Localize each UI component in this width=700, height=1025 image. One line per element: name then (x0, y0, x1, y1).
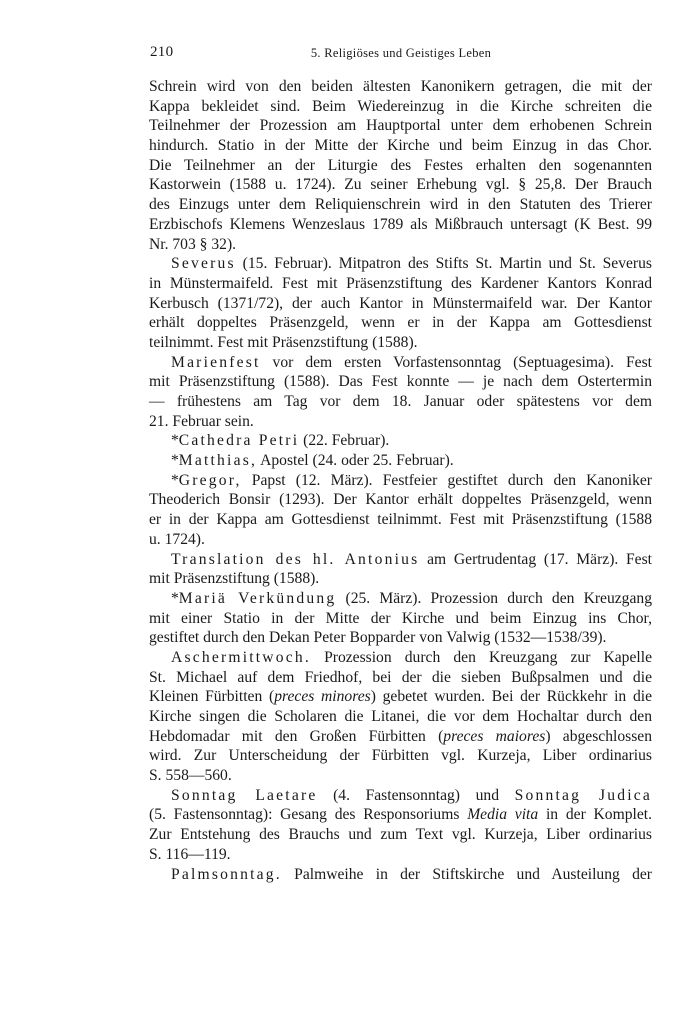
line-text: am Gertrudentag (17. März). Fest (419, 550, 652, 568)
line-text: S. 558—560. (149, 767, 232, 785)
line-text: Palmweihe in der Stiftskirche und Austeilung der (281, 865, 652, 883)
spaced-heading: Marienfest (171, 353, 261, 371)
line-text: Zur Entstehung des Brauchs und zum Text vgl. Kurzeja, Liber ordinarius (149, 826, 652, 844)
text-line (149, 865, 652, 885)
spaced-heading: Mariä Verkündung (178, 589, 337, 607)
text-line (149, 727, 652, 747)
line-text: Nr. 703 § 32). (149, 235, 237, 253)
spaced-heading: Aschermittwoch. (171, 648, 311, 666)
text-line (149, 412, 652, 432)
line-text: teilnimmt. Fest mit Präsenzstiftung (1588). (149, 333, 418, 351)
line-prefix: * (171, 452, 179, 470)
line-text: (15. Februar). Mitpatron des Stifts St. Martin und St. Severus (235, 255, 652, 273)
line-text: gestiftet durch den Dekan Peter Bopparder von Valwig (1532—1538/39). (149, 629, 607, 647)
text-line (149, 471, 652, 491)
spaced-heading: Palmsonntag. (171, 865, 282, 883)
line-text: vor dem ersten Vorfastensonntag (Septuagesima). Fest (260, 353, 652, 371)
line-text: des Einzugs unter dem Reliquienschrein wird in den Statuten des Trierer (149, 196, 652, 214)
text-line (149, 845, 652, 865)
line-text: 21. Februar sein. (149, 412, 254, 430)
line-text: S. 116—119. (149, 845, 231, 863)
italic-term: preces maiores (443, 727, 546, 745)
text-line (149, 550, 652, 570)
spaced-heading: Cathedra Petri (178, 432, 300, 450)
text-line (149, 235, 652, 255)
line-text: (22. Februar). (299, 432, 390, 450)
line-text: u. 1724). (149, 530, 205, 548)
page-number: 210 (150, 44, 174, 60)
text-line (149, 97, 652, 117)
text-line (149, 825, 652, 845)
line-text: Kleinen Fürbitten ( (149, 688, 275, 706)
line-text: Erzbischofs Klemens Wenzeslaus 1789 als Mißbrauch untersagt (K Best. 99 (149, 215, 652, 233)
text-line (149, 136, 652, 156)
running-header (150, 44, 652, 66)
text-line (149, 609, 652, 629)
text-line (149, 687, 652, 707)
line-text: — frühestens am Tag vor dem 18. Januar oder spätestens vor dem (149, 393, 652, 410)
line-text: ) gebetet wurden. Bei der Rückkehr in die (370, 688, 653, 706)
text-line (149, 431, 652, 451)
spaced-heading: Sonntag Judica (514, 786, 652, 804)
line-text: (4. Fastensonntag) und (317, 786, 515, 804)
line-text: Schrein wird von den beiden ältesten Kanonikern getragen, die mit der (149, 78, 652, 95)
running-title: 5. Religiöses und Geistiges Leben (310, 46, 492, 60)
text-line (149, 77, 652, 97)
text-line (149, 333, 652, 353)
spaced-heading: Sonntag Laetare (171, 786, 318, 804)
line-text: hindurch. Statio in der Mitte der Kirche und beim Einzug in das Chor. (149, 137, 652, 155)
body-text (149, 77, 652, 884)
line-prefix: * (171, 471, 179, 489)
line-text: Theoderich Bonsir (1293). Der Kantor erhält doppeltes Präsenzgeld, wenn (149, 491, 652, 509)
line-text: mit Präsenzstiftung (1588). Das Fest konnte — je nach dem Ostertermin (149, 373, 652, 391)
line-text: Apostel (24. oder 25. Februar). (257, 452, 454, 470)
text-line (149, 451, 652, 471)
text-line (149, 648, 652, 668)
line-text: mit einer Statio in der Mitte der Kirche und beim Einzug ins Chor, (149, 609, 652, 627)
text-line (149, 392, 652, 412)
text-line (149, 589, 652, 609)
text-line (149, 175, 652, 195)
text-line (149, 254, 652, 274)
line-text: Kirche singen die Scholaren die Litanei, die vor dem Hochaltar durch den (149, 708, 652, 725)
line-text: Kappa bekleidet sind. Beim Wiedereinzug in die Kirche schreiten die (149, 97, 652, 115)
italic-term: preces minores (274, 688, 371, 706)
line-prefix: * (171, 432, 179, 450)
line-text: Teilnehmer der Prozession am Hauptportal unter dem erhobenen Schrein (149, 117, 652, 135)
line-text: St. Michael auf dem Friedhof, bei der die sieben Bußpsalmen und die (149, 668, 652, 686)
spaced-heading: Severus (171, 255, 236, 273)
text-line (149, 805, 652, 825)
line-text: wird. Zur Unterscheidung der Fürbitten vgl. Kurzeja, Liber ordinarius (149, 747, 652, 765)
line-text: in der Komplet. (538, 806, 652, 824)
line-prefix: * (171, 589, 179, 607)
text-line (149, 294, 652, 314)
text-line (149, 372, 652, 392)
line-text: Kerbusch (1371/72), der auch Kantor in Münstermaifeld war. Der Kantor (149, 294, 652, 312)
text-line (149, 569, 652, 589)
line-text: Papst (12. März). Festfeier gestiftet durch den Kanoniker (241, 471, 652, 489)
text-line (149, 195, 652, 215)
line-text: er in der Kappa am Gottesdienst teilnimmt. Fest mit Präsenzstiftung (1588 (149, 511, 652, 529)
spaced-heading: Gregor, (178, 471, 242, 489)
text-line (149, 274, 652, 294)
text-line (149, 353, 652, 373)
line-text: (5. Fastensonntag): Gesang des Responsoriums (149, 806, 468, 824)
line-text: ) abgeschlossen (545, 727, 652, 745)
text-line (149, 313, 652, 333)
text-line (149, 530, 652, 550)
text-line (149, 707, 652, 727)
line-text: mit Präsenzstiftung (1588). (149, 570, 320, 588)
text-line (149, 766, 652, 786)
text-line (149, 668, 652, 688)
line-text: (25. März). Prozession durch den Kreuzgang (336, 589, 652, 607)
line-text: in Münstermaifeld. Fest mit Präsenzstiftung des Kardener Kantors Konrad (149, 274, 652, 292)
text-line (149, 510, 652, 530)
text-line (149, 116, 652, 136)
line-text: Kastorwein (1588 u. 1724). Zu seiner Erhebung vgl. § 25,8. Der Brauch (149, 176, 652, 194)
text-line (149, 746, 652, 766)
line-text: Prozession durch den Kreuzgang zur Kapelle (310, 648, 652, 666)
line-text: erhält doppeltes Präsenzgeld, wenn er in der Kappa am Gottesdienst (149, 314, 652, 332)
text-line (149, 156, 652, 176)
text-line (149, 490, 652, 510)
text-line (149, 215, 652, 235)
text-line (149, 628, 652, 648)
line-text: Die Teilnehmer an der Liturgie des Festes erhalten den sogenannten (149, 156, 652, 174)
spaced-heading: Matthias, (178, 452, 258, 470)
text-line (149, 786, 652, 806)
line-text: Hebdomadar mit den Großen Fürbitten ( (149, 727, 444, 745)
italic-term: Media vita (467, 806, 539, 824)
spaced-heading: Translation des hl. Antonius (171, 550, 420, 568)
